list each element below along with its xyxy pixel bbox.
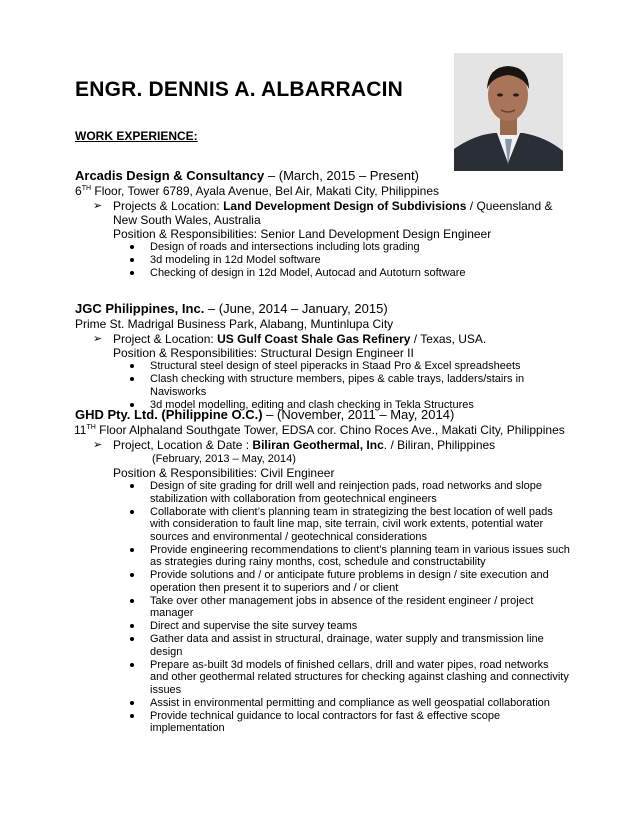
list-item: Take over other management jobs in absence of the resident engineer / project manager: [150, 595, 570, 620]
profile-photo: [454, 53, 563, 171]
list-item: Structural steel design of steel piperacks in Staad Pro & Excel spreadsheets: [150, 360, 570, 373]
work-experience-heading: WORK EXPERIENCE:: [75, 129, 198, 143]
project-name: US Gulf Coast Shale Gas Refinery: [217, 332, 411, 346]
project-line: ➢ Project & Location: US Gulf Coast Shale Gas Refinery / Texas, USA.: [93, 332, 487, 346]
duties-list: [75, 480, 570, 735]
list-item: 3d modeling in 12d Model software: [150, 254, 570, 267]
list-item: Design of site grading for drill well and reinjection pads, road networks and slope stabilization with collaboration from geotechnical engineers: [150, 480, 570, 505]
list-item: Direct and supervise the site survey teams: [150, 620, 570, 633]
position-line: Position & Responsibilities: Senior Land Development Design Engineer: [113, 227, 492, 241]
list-item: 3d model modelling, editing and clash checking in Tekla Structures: [150, 399, 570, 412]
company-address: 6TH Floor, Tower 6789, Ayala Avenue, Bel Air, Makati City, Philippines: [75, 184, 440, 198]
list-item: Clash checking with structure members, pipes & cable trays, ladders/stairs in Navisworks: [150, 373, 570, 398]
job-dates: (June, 2014 – January, 2015): [218, 301, 388, 316]
job-heading: JGC Philippines, Inc. – (June, 2014 – January, 2015): [75, 301, 388, 316]
company-address: 11TH Floor Alphaland Southgate Tower, EDSA cor. Chino Roces Ave., Makati City, Philippines: [74, 423, 565, 437]
project-line: ➢ Project, Location & Date : Biliran Geothermal, Inc. / Biliran, Philippines: [93, 438, 496, 452]
company-name: GHD Pty. Ltd. (Philippine O.C.): [75, 407, 263, 422]
project-name: Land Development Design of Subdivisions: [223, 199, 467, 213]
job-dates: (March, 2015 – Present): [278, 168, 419, 183]
job-dates: (November, 2011 – May, 2014): [277, 407, 455, 422]
job-jgc: [75, 301, 570, 412]
duties-list: [75, 241, 570, 280]
list-item: Assist in environmental permitting and compliance as well geospatial collaboration: [150, 697, 570, 710]
position-line: Position & Responsibilities: Civil Engineer: [113, 466, 335, 480]
list-item: Collaborate with client’s planning team in strategizing the best location of well pads with consideration to fault line map, site terrain, civil work extents, potential water sources and environmental / geotechnical considerations: [150, 506, 570, 544]
job-heading: GHD Pty. Ltd. (Philippine O.C.) – (November, 2011 – May, 2014): [75, 407, 455, 422]
duties-list: [75, 360, 570, 411]
job-ghd: [75, 407, 570, 735]
list-item: Prepare as-built 3d models of finished cellars, drill and water pipes, road networks and other geothermal related structures for checking against clashing and connectivity issues: [150, 658, 569, 696]
list-item: Design of roads and intersections including lots grading: [150, 241, 570, 254]
applicant-name: ENGR. DENNIS A. ALBARRACIN: [75, 78, 403, 101]
arrow-bullet-icon: ➢: [93, 200, 103, 212]
list-item: Provide technical guidance to local contractors for fast & effective scope implementation: [150, 710, 570, 735]
project-name: Biliran Geothermal, Inc: [252, 438, 384, 452]
position-line: Position & Responsibilities: Structural Design Engineer II: [113, 346, 414, 360]
list-item: Checking of design in 12d Model, Autocad and Autoturn software: [150, 267, 570, 280]
company-address: Prime St. Madrigal Business Park, Alabang, Muntinlupa City: [75, 317, 394, 331]
arrow-bullet-icon: ➢: [93, 333, 103, 345]
project-dates: (February, 2013 – May, 2014): [152, 453, 296, 465]
job-arcadis: [75, 168, 570, 280]
job-heading: Arcadis Design & Consultancy – (March, 2015 – Present): [75, 168, 419, 183]
list-item: Gather data and assist in structural, drainage, water supply and transmission line design: [150, 633, 570, 658]
arrow-bullet-icon: ➢: [93, 439, 103, 451]
company-name: JGC Philippines, Inc.: [75, 301, 205, 316]
list-item: Provide engineering recommendations to client’s planning team in various issues such as strategies during rainy months, cost, schedule and constructability: [150, 543, 570, 568]
project-line: ➢ Projects & Location: Land Development Design of Subdivisions / Queensland & New South Wales, Australia: [93, 199, 553, 227]
company-name: Arcadis Design & Consultancy: [75, 168, 265, 183]
list-item: Provide solutions and / or anticipate future problems in design / site execution and operation then present it to superiors and / or client: [150, 569, 570, 594]
